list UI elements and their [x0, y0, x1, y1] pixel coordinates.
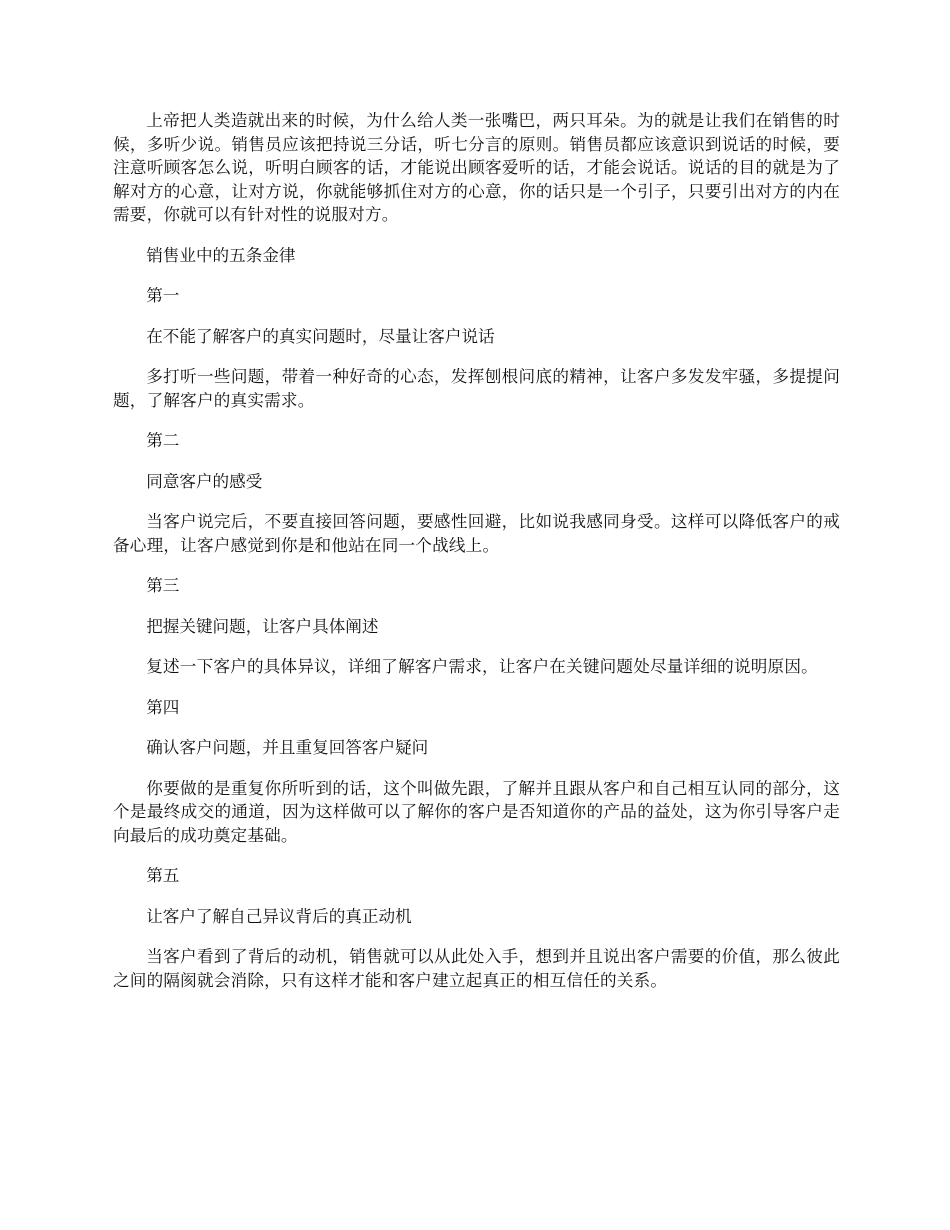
rule-4-title: 确认客户问题，并且重复回答客户疑问 [146, 738, 429, 757]
rule-5-ordinal: 第五 [146, 866, 180, 885]
rule-3-title: 把握关键问题，让客户具体阐述 [146, 616, 379, 636]
rule-3-ordinal: 第三 [146, 576, 180, 595]
rule-5-body: 当客户看到了背后的动机，销售就可以从此处入手，想到并且说出客户需要的价值，那么彼此之间的隔阂就会消除，只有这样才能和客户建立起真正的相互信任的关系。 [113, 947, 840, 990]
rule-2-ordinal: 第二 [146, 431, 180, 450]
intro-paragraph: 上帝把人类造就出来的时候，为什么给人类一张嘴巴，两只耳朵。为的就是让我们在销售的时候，多听少说。销售员应该把持说三分话，听七分言的原则。销售员都应该意识到说话的时候，要注意听顾客怎么说，听明白顾客的话，才能说出顾客爱听的话，才能会说话。说话的目的就是为了解对方的心意，让对方说，你就能够抓住对方的心意，你的话只是一个引子，只要引出对方的内在需要，你就可以有针对性的说服对方。 [113, 111, 840, 224]
rule-2-title: 同意客户的感受 [146, 471, 263, 491]
section-title: 销售业中的五条金律 [146, 245, 296, 265]
rule-2-body: 当客户说完后，不要直接回答问题，要感性回避，比如说我感同身受。这样可以降低客户的戒备心理，让客户感觉到你是和他站在同一个战线上。 [113, 512, 840, 555]
rule-3-body: 复述一下客户的具体异议，详细了解客户需求，让客户在关键问题处尽量详细的说明原因。 [146, 657, 818, 676]
rule-4-body: 你要做的是重复你所听到的话，这个叫做先跟，了解并且跟从客户和自己相互认同的部分，这个是最终成交的通道，因为这样做可以了解你的客户是否知道你的产品的益处，这为你引导客户走向最后的成功奠定基础。 [113, 778, 840, 845]
rule-5-title: 让客户了解自己异议背后的真正动机 [146, 906, 412, 926]
document-body [113, 109, 840, 1009]
rule-1-body: 多打听一些问题，带着一种好奇的心态，发挥刨根问底的精神，让客户多发发牢骚，多提提问题，了解客户的真实需求。 [113, 367, 840, 410]
rule-1-ordinal: 第一 [146, 286, 180, 305]
rule-1-title: 在不能了解客户的真实问题时，尽量让客户说话 [146, 326, 495, 346]
rule-4-ordinal: 第四 [146, 697, 180, 717]
